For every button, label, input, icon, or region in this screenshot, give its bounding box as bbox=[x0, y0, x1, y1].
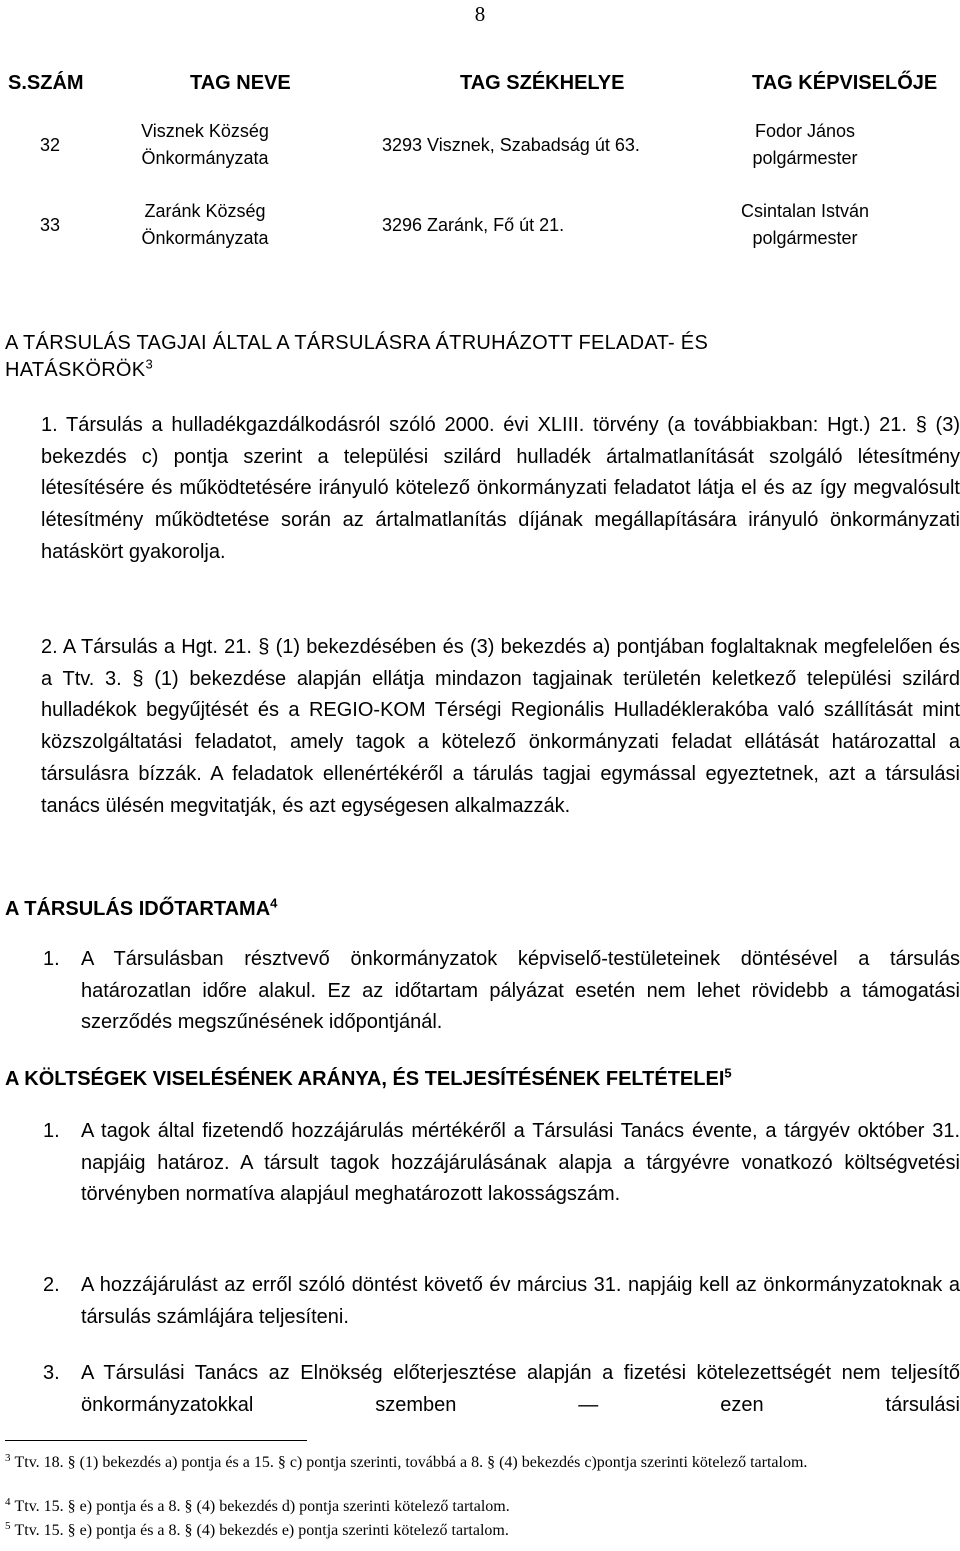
footnote-ref: 5 bbox=[724, 1065, 732, 1081]
row-number: 33 bbox=[40, 215, 61, 235]
footnote-number: 5 bbox=[5, 1519, 11, 1532]
table-header-seat: TAG SZÉKHELYE bbox=[460, 72, 625, 94]
representative-line2: polgármester bbox=[752, 228, 858, 248]
list-item bbox=[5, 632, 960, 822]
list-item-number: 1. bbox=[43, 1120, 60, 1142]
member-name bbox=[115, 198, 295, 252]
section-heading-transferred-tasks bbox=[5, 330, 708, 384]
list-item-number: 3. bbox=[43, 1362, 60, 1384]
section-heading-duration: A TÁRSULÁS IDŐTARTAMA$^4$ bbox=[5, 895, 278, 920]
table-header-number: S.SZÁM bbox=[8, 72, 84, 94]
list-item-text: A Társulásban résztvevő önkormányzatok képviselő-testületeinek döntésével a társulás határozatlan időre alakul. Ez az időtartam pályázat esetén nem lehet rövidebb a támogatási szerződés megszűnésének időpontjánál. bbox=[81, 948, 960, 1034]
footnote-number: 4 bbox=[5, 1495, 11, 1508]
member-name-line2: Önkormányzata bbox=[141, 228, 269, 248]
representative-line2: polgármester bbox=[752, 148, 858, 168]
page-number: 8 bbox=[474, 2, 486, 26]
footnote-ref: 4 bbox=[270, 895, 278, 911]
list-item-text: 2. A Társulás a Hgt. 21. § (1) bekezdésében és (3) bekezdés a) pontjában foglaltaknak megfelelően és a Ttv. 3. § (1) bekezdése alapján ellátja mindazon tagjainak területén keletkező települési szilárd hulladékok begyűjtését és a REGIO-KOM Térségi Regionális Hulladéklerakóba való szállítását mint közszolgáltatási feladatot, amely tagok a kötelező önkormányzati feladat ellátását határozattal a társulásra bízzák. A feladatok ellenértékéről a tárulás tagjai egymással egyeztetnek, azt a társulási tanács ülésén megvitatják, és azt egységesen alkalmazzák. bbox=[41, 636, 960, 817]
representative-line1: Csintalan István bbox=[740, 201, 870, 221]
footnote-number: 3 bbox=[5, 1451, 11, 1464]
footnote-text: Ttv. 18. § (1) bekezdés a) pontja és a 15. § c) pontja szerinti, továbbá a 8. § (4) bekezdés c)pontja szerinti kötelező tartalom. bbox=[14, 1454, 808, 1471]
list-item bbox=[5, 410, 960, 569]
list-item-text: A tagok által fizetendő hozzájárulás mértékéről a Társulási Tanács évente, a tárgyév október 31. napjáig határoz. A társult tagok hozzájárulásának alapja a tárgyévre vonatkozó költségvetési törvényben normatíva alapjául meghatározott lakosságszám. bbox=[81, 1120, 960, 1206]
member-name bbox=[115, 118, 295, 172]
list-item-number: 2. bbox=[43, 1274, 60, 1296]
section-heading-costs: A KÖLTSÉGEK VISELÉSÉNEK ARÁNYA, ÉS TELJESÍTÉSÉNEK FELTÉTELEI$^5$ bbox=[5, 1065, 732, 1090]
list-item bbox=[5, 1270, 960, 1333]
footnote bbox=[5, 1521, 905, 1540]
section-heading-line2: HATÁSKÖRÖK$^3$ bbox=[5, 356, 153, 381]
list-item bbox=[5, 1358, 960, 1421]
member-name-line1: Visznek Község bbox=[141, 121, 269, 141]
table-header-name: TAG NEVE bbox=[190, 72, 291, 94]
footnote-divider bbox=[5, 1440, 307, 1441]
member-name-line1: Zaránk Község bbox=[144, 201, 266, 221]
footnote bbox=[5, 1453, 905, 1472]
footnote-text: Ttv. 15. § e) pontja és a 8. § (4) bekezdés d) pontja szerinti kötelező tartalom. bbox=[14, 1498, 510, 1515]
list-item-text: A Társulási Tanács az Elnökség előterjesztése alapján a fizetési kötelezettségét nem teljesítő önkormányzatokkal szemben — ezen társulási bbox=[81, 1362, 960, 1416]
list-item bbox=[5, 1116, 960, 1211]
list-item-number: 1. bbox=[43, 948, 60, 970]
member-name-line2: Önkormányzata bbox=[141, 148, 269, 168]
list-item-text: 1. Társulás a hulladékgazdálkodásról szóló 2000. évi XLIII. törvény (a továbbiakban: Hgt.) 21. § (3) bekezdés c) pontja szerint a települési szilárd hulladék ártalmatlanítását szolgáló létesítmény létesítésére és működtetésére irányuló kötelező önkormányzati feladatot látja el és az így megvalósult létesítmény működtetése során az ártalmatlanítás díjának megállapítására irányuló önkormányzati hatáskört gyakorolja. bbox=[41, 414, 960, 563]
footnote-ref: 3 bbox=[145, 356, 153, 372]
member-seat: 3296 Zaránk, Fő út 21. bbox=[382, 215, 565, 235]
row-number: 32 bbox=[40, 135, 61, 155]
member-seat: 3293 Visznek, Szabadság út 63. bbox=[382, 135, 640, 155]
list-item bbox=[5, 944, 960, 1039]
list-item-text: A hozzájárulást az erről szóló döntést követő év március 31. napjáig kell az önkormányzatoknak a társulás számlájára teljesíteni. bbox=[81, 1274, 960, 1328]
table-header-representative: TAG KÉPVISELŐJE bbox=[752, 72, 938, 94]
section-heading-line1: A TÁRSULÁS TAGJAI ÁLTAL A TÁRSULÁSRA ÁTRUHÁZOTT FELADAT- ÉS bbox=[5, 332, 709, 354]
footnote-text: Ttv. 15. § e) pontja és a 8. § (4) bekezdés e) pontja szerinti kötelező tartalom. bbox=[14, 1522, 509, 1539]
footnote bbox=[5, 1497, 905, 1516]
member-representative bbox=[710, 118, 900, 172]
member-representative bbox=[710, 198, 900, 252]
representative-line1: Fodor János bbox=[754, 121, 856, 141]
